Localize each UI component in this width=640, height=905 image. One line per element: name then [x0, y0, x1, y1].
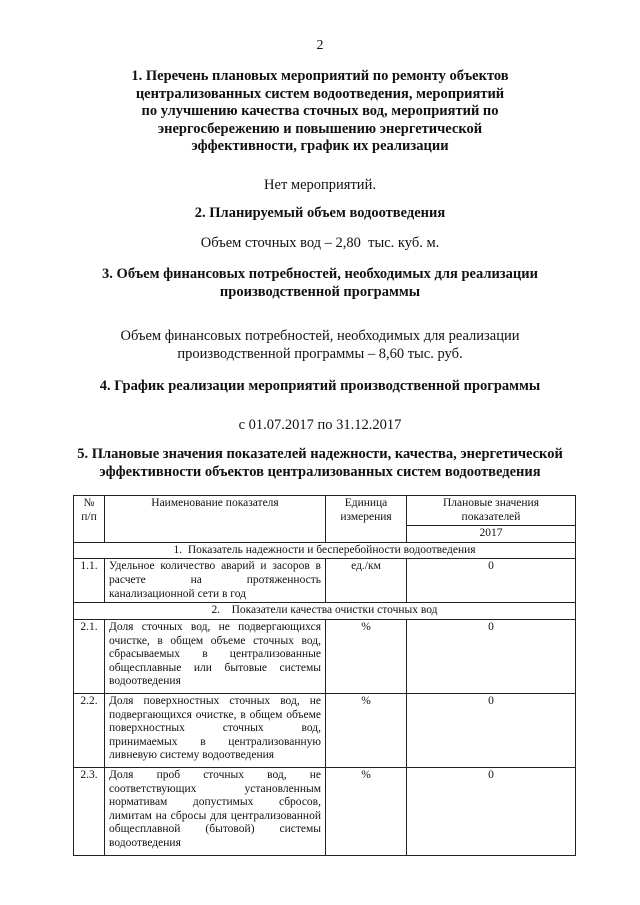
section-heading-1: 1. Перечень плановых мероприятий по ремонту объектов централизованных систем водоотведения, мероприятий по улучшению качества сточных вод, мероприятий по энергосбережению и повышению энергетической эффективности, график их реализации	[131, 68, 509, 154]
header-number: № п/п	[74, 496, 105, 543]
header-planned-values: Плановые значения показателей	[407, 496, 576, 526]
section-text-2: Объем сточных вод – 2,80 тыс. куб. м.	[200, 235, 440, 251]
row-value: 0	[407, 619, 576, 693]
table-row	[74, 693, 576, 767]
header-unit: Единица измерения	[326, 496, 407, 543]
table-section-row	[74, 603, 576, 620]
table-header-row	[74, 496, 576, 526]
row-indicator-name: Доля проб сточных вод, не соответствующих установленным нормативам допустимых сбросов, лимитам на сбросы для централизованной общесплавной (бытовой) системы водоотведения	[105, 767, 326, 855]
section-text-1: Нет мероприятий.	[264, 177, 376, 193]
row-number: 2.2.	[74, 693, 105, 767]
table-row	[74, 559, 576, 603]
row-unit: ед./км	[326, 559, 407, 603]
table-row	[74, 767, 576, 855]
page-number: 2	[316, 38, 324, 53]
table-row	[74, 619, 576, 693]
row-indicator-name: Удельное количество аварий и засоров в расчете на протяженность канализационной сети в год	[105, 559, 326, 603]
row-value: 0	[407, 693, 576, 767]
row-value: 0	[407, 559, 576, 603]
section-text-3: Объем финансовых потребностей, необходимых для реализации производственной программы – 8,60 тыс. руб.	[120, 328, 520, 362]
row-unit: %	[326, 767, 407, 855]
row-unit: %	[326, 619, 407, 693]
section-heading-3: 3. Объем финансовых потребностей, необходимых для реализации производственной программы	[102, 266, 538, 300]
section-heading-5: 5. Плановые значения показателей надежности, качества, энергетической эффективности объектов централизованных систем водоотведения	[77, 446, 563, 480]
section-title-reliability: 1. Показатель надежности и бесперебойности водоотведения	[74, 542, 576, 559]
indicators-table	[73, 495, 576, 856]
section-title-quality: 2. Показатели качества очистки сточных вод	[74, 603, 576, 620]
section-heading-2: 2. Планируемый объем водоотведения	[194, 205, 446, 221]
section-text-4: с 01.07.2017 по 31.12.2017	[238, 417, 402, 433]
row-value: 0	[407, 767, 576, 855]
row-number: 1.1.	[74, 559, 105, 603]
table-section-row	[74, 542, 576, 559]
row-number: 2.3.	[74, 767, 105, 855]
header-indicator-name: Наименование показателя	[105, 496, 326, 543]
row-indicator-name: Доля сточных вод, не подвергающихся очистке, в общем объеме сточных вод, сбрасываемых в централизованные общесплавные или бытовые системы водоотведения	[105, 619, 326, 693]
row-number: 2.1.	[74, 619, 105, 693]
section-heading-4: 4. График реализации мероприятий производственной программы	[99, 378, 541, 394]
header-year: 2017	[407, 526, 576, 543]
row-unit: %	[326, 693, 407, 767]
row-indicator-name: Доля поверхностных сточных вод, не подвергающихся очистке, в общем объеме поверхностных сточных вод, принимаемых в централизованную ливневую систему водоотведения	[105, 693, 326, 767]
